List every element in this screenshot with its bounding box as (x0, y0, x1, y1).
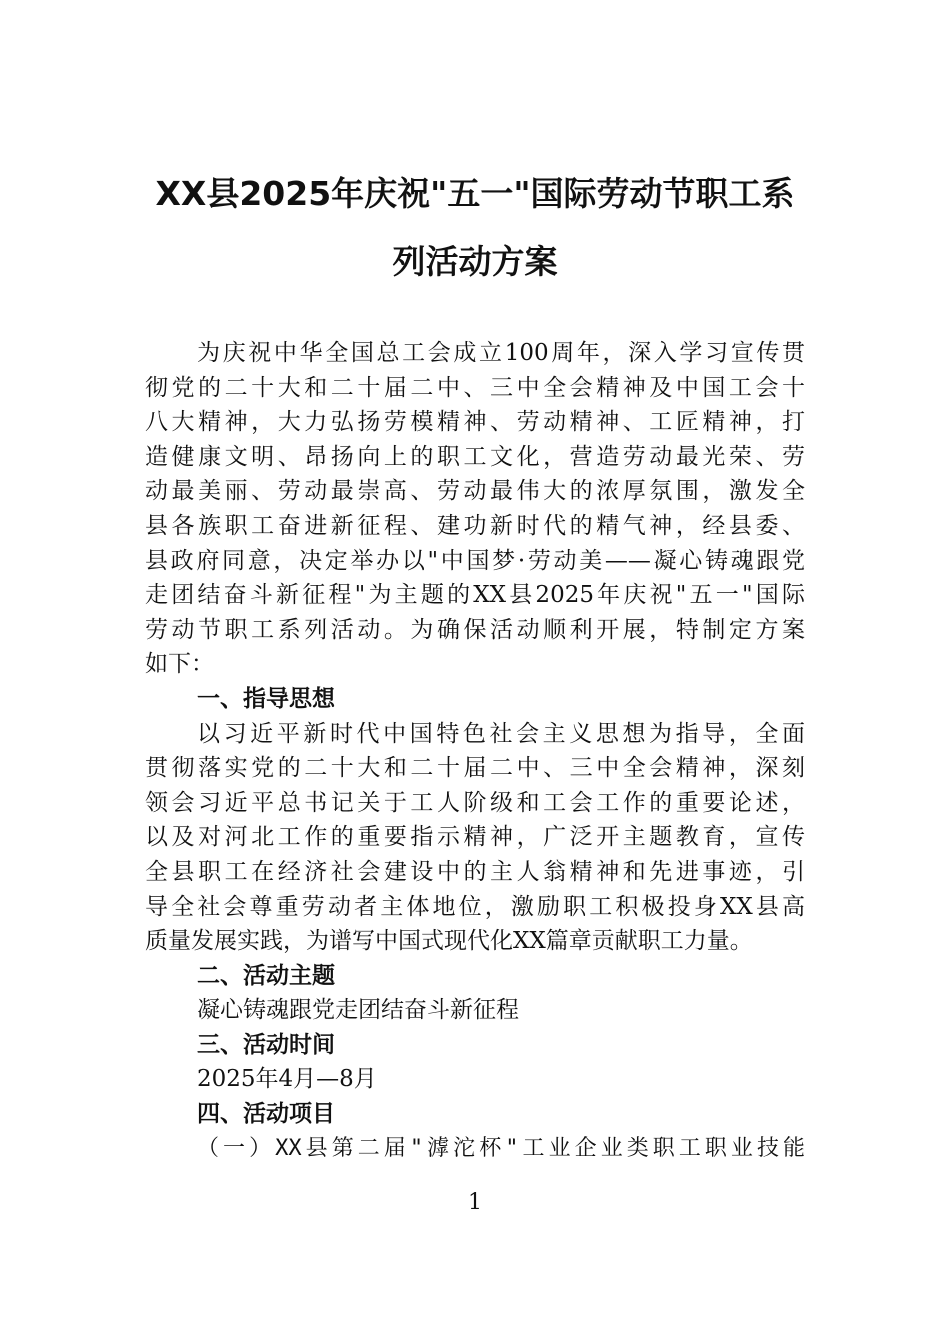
section1-paragraph-line: 质量发展实践，为谱写中国式现代化XX篇章贡献职工力量。 (145, 928, 753, 955)
intro-paragraph-line: 彻党的二十大和二十届二中、三中全会精神及中国工会十 (145, 374, 805, 401)
document-title-line-2: 列活动方案 (392, 242, 558, 281)
section-heading-activity-items: 四、活动项目 (197, 1101, 335, 1128)
intro-paragraph-line: 动最美丽、劳动最崇高、劳动最伟大的浓厚氛围，激发全 (145, 478, 805, 505)
section1-paragraph-line: 以及对河北工作的重要指示精神，广泛开主题教育，宣传 (145, 824, 805, 851)
section1-paragraph-line: 全县职工在经济社会建设中的主人翁精神和先进事迹，引 (145, 858, 805, 885)
section1-paragraph-line: 贯彻落实党的二十大和二十届二中、三中全会精神，深刻 (145, 755, 805, 782)
section1-paragraph-line: 以习近平新时代中国特色社会主义思想为指导，全面 (197, 720, 805, 747)
intro-paragraph-line: 县各族职工奋进新征程、建功新时代的精气神，经县委、 (145, 512, 805, 539)
intro-paragraph-line: 走团结奋斗新征程"为主题的XX县2025年庆祝"五一"国际 (145, 582, 805, 609)
section1-paragraph-line: 导全社会尊重劳动者主体地位，激励职工积极投身XX县高 (145, 893, 805, 920)
section-heading-activity-time: 三、活动时间 (197, 1031, 335, 1058)
activity-item-1-text: （一）XX县第二届"滹沱杯"工业企业类职工职业技能 (197, 1135, 805, 1161)
section-heading-guiding-ideology: 一、指导思想 (197, 685, 335, 712)
section1-paragraph-line: 领会习近平总书记关于工人阶级和工会工作的重要论述， (145, 789, 805, 816)
intro-paragraph-line: 八大精神，大力弘扬劳模精神、劳动精神、工匠精神，打 (145, 409, 805, 436)
document-title-line-1: XX县2025年庆祝"五一"国际劳动节职工系 (155, 174, 795, 213)
document-body (145, 336, 805, 1166)
intro-paragraph-line: 为庆祝中华全国总工会成立100周年，深入学习宣传贯 (197, 340, 805, 366)
intro-paragraph-line: 劳动节职工系列活动。为确保活动顺利开展，特制定方案 (145, 616, 805, 643)
intro-paragraph-line: 造健康文明、昂扬向上的职工文化，营造劳动最光荣、劳 (145, 443, 805, 470)
intro-paragraph-line: 如下： (145, 651, 214, 678)
activity-theme-text: 凝心铸魂跟党走团结奋斗新征程 (197, 997, 519, 1024)
page-number: 1 (468, 1190, 482, 1215)
activity-time-text: 2025年4月—8月 (197, 1066, 377, 1093)
intro-paragraph-line: 县政府同意，决定举办以"中国梦·劳动美——凝心铸魂跟党 (145, 547, 805, 574)
section-heading-activity-theme: 二、活动主题 (197, 962, 335, 989)
